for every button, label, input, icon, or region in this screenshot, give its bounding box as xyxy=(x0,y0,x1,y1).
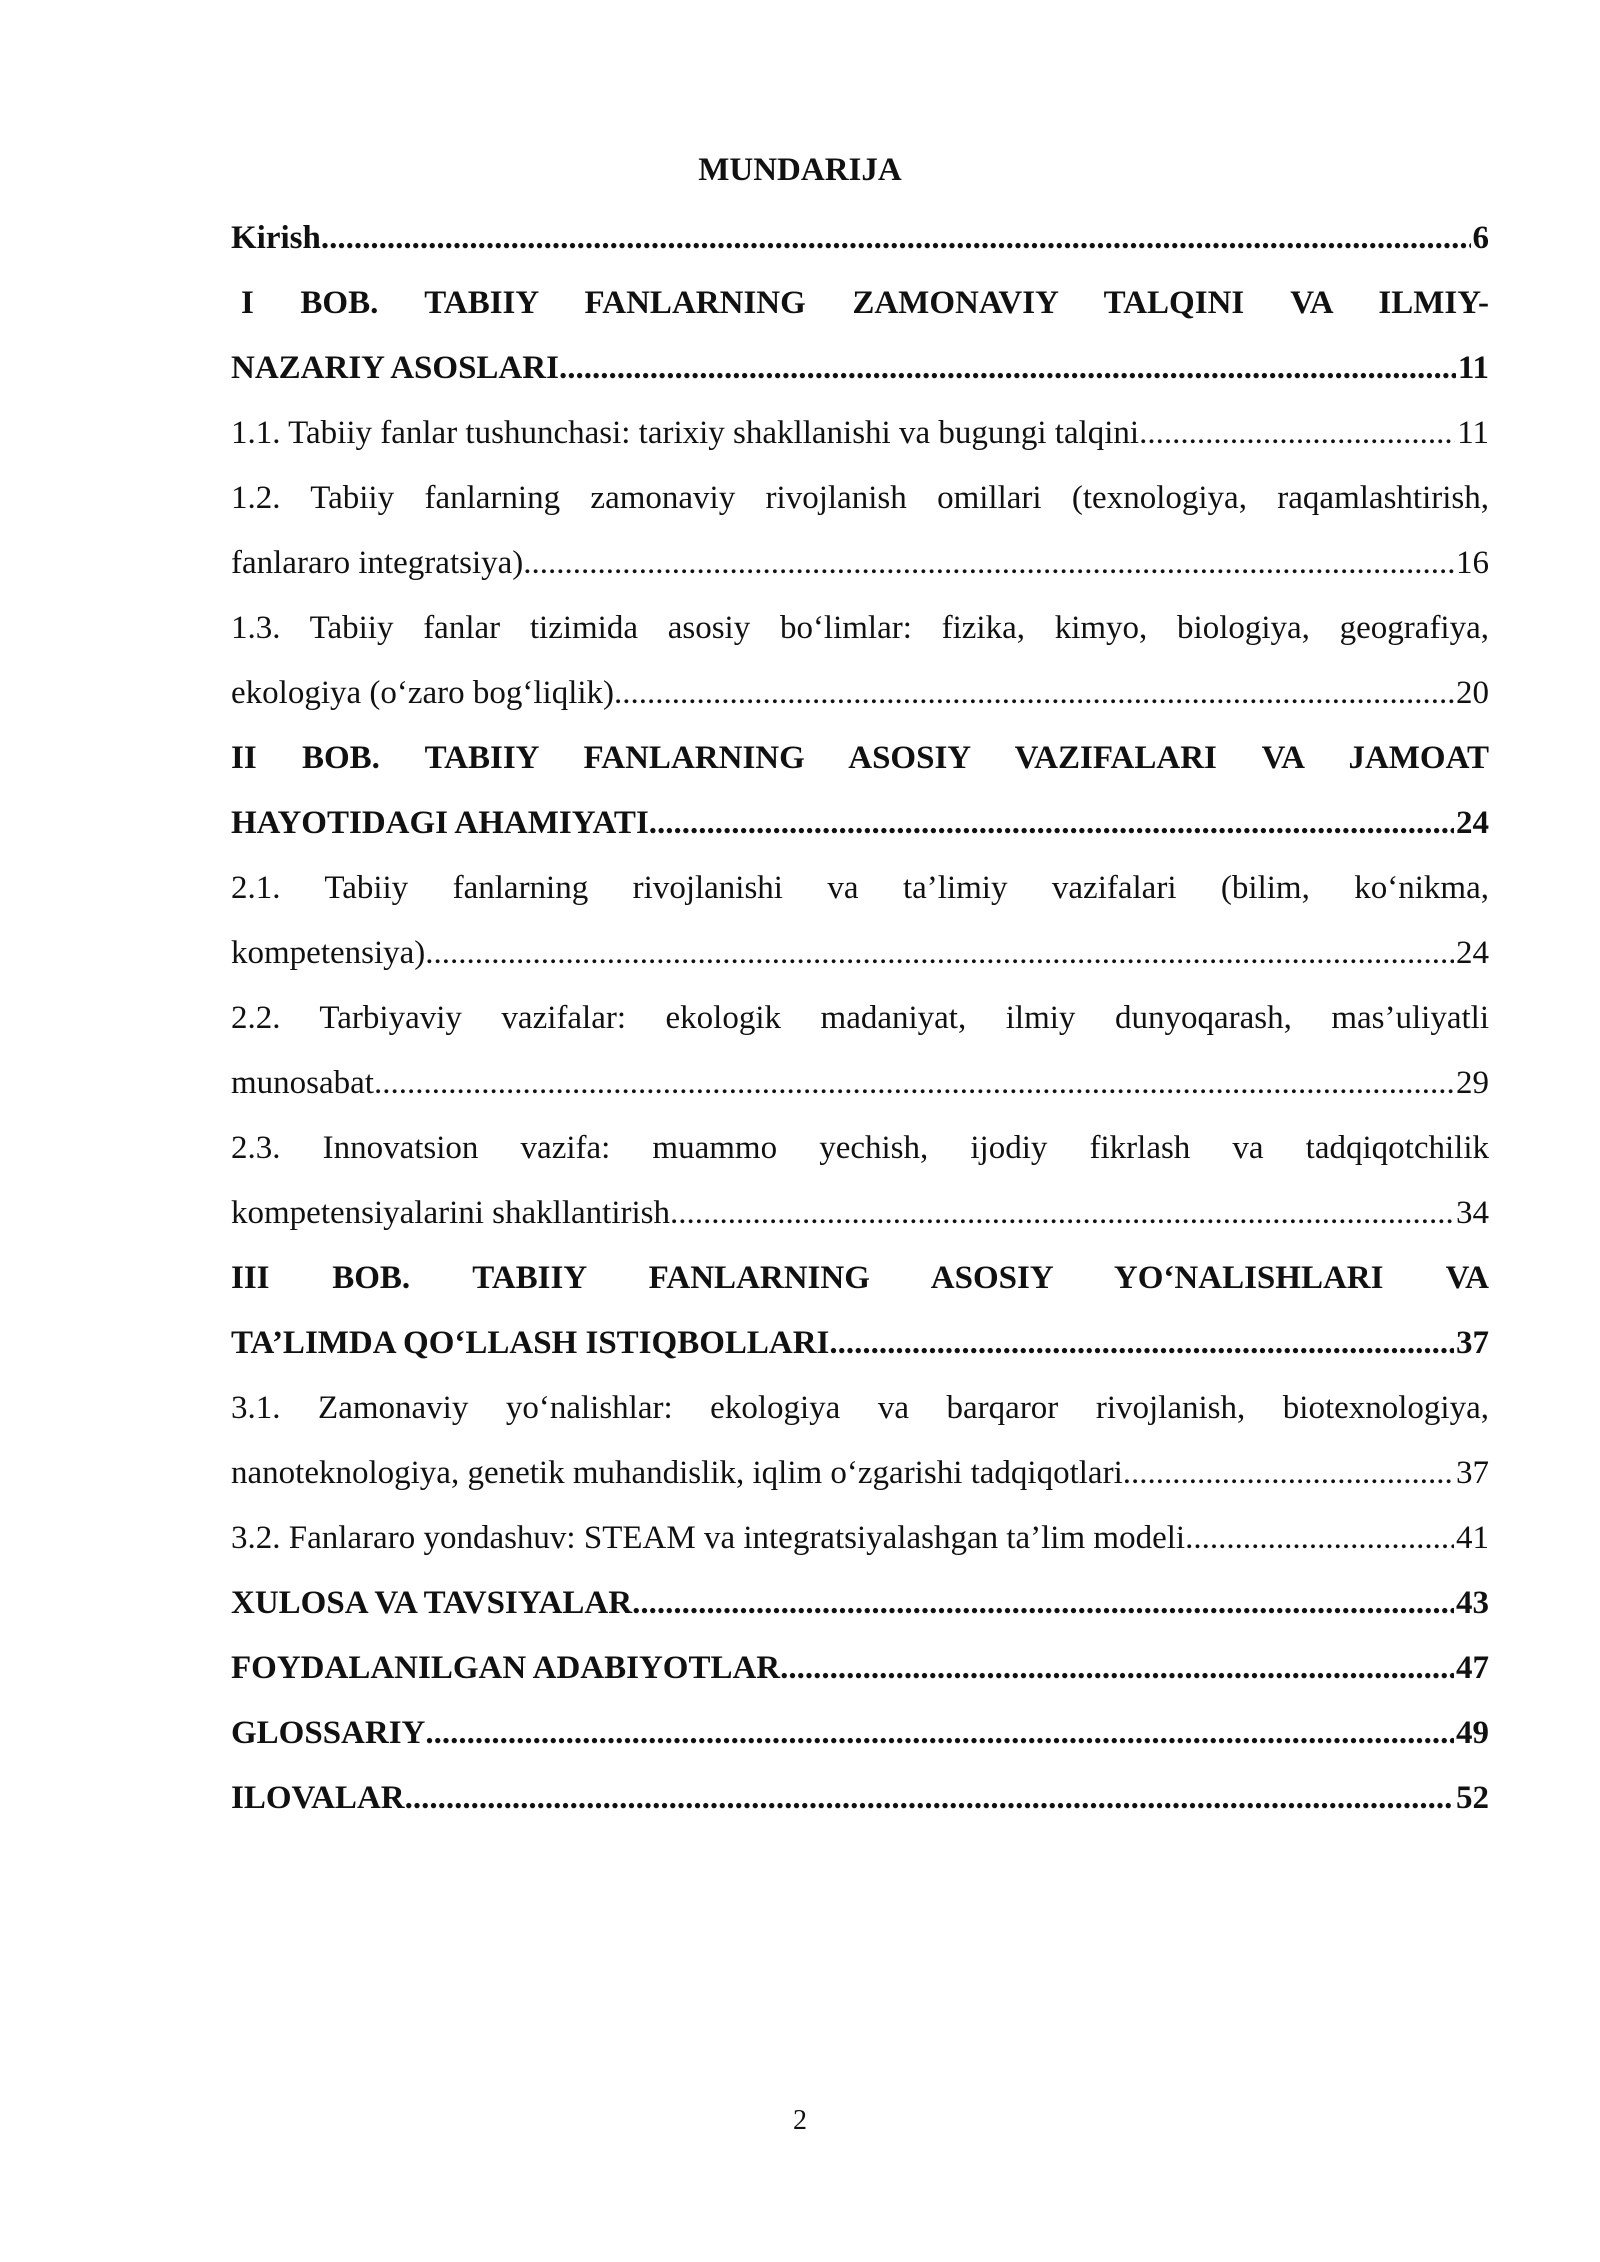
toc-entry-1-3[interactable] xyxy=(231,596,1489,726)
dot-leader xyxy=(670,1181,1454,1246)
toc-page-number: 16 xyxy=(1456,545,1489,581)
toc-entry-line xyxy=(231,401,1489,466)
toc-page-number: 43 xyxy=(1456,1585,1489,1621)
toc-entry-title: ILOVALAR xyxy=(231,1780,405,1816)
toc-page-number: 24 xyxy=(1456,805,1489,841)
toc-entry-adabiyotlar[interactable] xyxy=(231,1636,1489,1701)
toc-entry-line xyxy=(231,1441,1489,1506)
toc-page-number: 6 xyxy=(1472,220,1489,256)
toc-entry-title-line: I BOB. TABIIY FANLARNING ZAMONAVIY TALQINI VA ILMIY- xyxy=(241,285,1489,321)
toc-entry-title: ekologiya (o‘zaro bog‘liqlik) xyxy=(231,675,615,711)
table-of-contents xyxy=(231,206,1489,1831)
toc-entry-title-line: 2.1. Tabiiy fanlarning rivojlanishi va ta’limiy vazifalari (bilim, ko‘nikma, xyxy=(231,870,1489,906)
toc-page-number: 37 xyxy=(1456,1325,1489,1361)
dot-leader xyxy=(649,791,1454,856)
page-title: MUNDARIJA xyxy=(698,152,902,188)
dot-leader xyxy=(425,1701,1454,1766)
toc-entry-line xyxy=(231,791,1489,856)
toc-entry-title: 3.2. Fanlararo yondashuv: STEAM va integratsiyalashgan ta’lim modeli xyxy=(231,1520,1186,1556)
toc-entry-line xyxy=(231,1571,1489,1636)
toc-entry-title: FOYDALANILGAN ADABIYOTLAR xyxy=(231,1650,781,1686)
toc-page-number: 37 xyxy=(1456,1455,1489,1491)
toc-page-number: 11 xyxy=(1457,415,1489,451)
toc-entry-chapter-1[interactable] xyxy=(231,271,1489,401)
toc-page-number: 52 xyxy=(1456,1780,1489,1816)
toc-page-number: 24 xyxy=(1456,935,1489,971)
dot-leader xyxy=(559,336,1456,401)
toc-entry-title-line: 1.3. Tabiiy fanlar tizimida asosiy bo‘limlar: fizika, kimyo, biologiya, geografiya, xyxy=(231,610,1489,646)
dot-leader xyxy=(1139,401,1455,466)
dot-leader xyxy=(425,921,1454,986)
toc-entry-3-1[interactable] xyxy=(231,1376,1489,1506)
toc-entry-line xyxy=(231,661,1489,726)
toc-entry-ilovalar[interactable] xyxy=(231,1766,1489,1831)
toc-entry-title-line: 2.3. Innovatsion vazifa: muammo yechish, ijodiy fikrlash va tadqiqotchilik xyxy=(231,1130,1489,1166)
toc-entry-2-1[interactable] xyxy=(231,856,1489,986)
toc-entry-title: GLOSSARIY xyxy=(231,1715,426,1751)
toc-entry-line xyxy=(231,1701,1489,1766)
dot-leader xyxy=(523,531,1454,596)
toc-entry-title: HAYOTIDAGI AHAMIYATI xyxy=(231,805,649,841)
toc-entry-title: fanlararo integratsiya) xyxy=(231,545,524,581)
toc-entry-2-2[interactable] xyxy=(231,986,1489,1116)
toc-entry-title: TA’LIMDA QO‘LLASH ISTIQBOLLARI xyxy=(231,1325,830,1361)
dot-leader xyxy=(780,1636,1454,1701)
toc-page-number: 41 xyxy=(1456,1520,1489,1556)
toc-entry-line xyxy=(231,1181,1489,1246)
page-number: 2 xyxy=(793,2105,807,2136)
toc-entry-title: NAZARIY ASOSLARI xyxy=(231,350,559,386)
toc-entry-title: nanoteknologiya, genetik muhandislik, iqlim o‘zgarishi tadqiqotlari xyxy=(231,1455,1123,1491)
toc-page-number: 20 xyxy=(1456,675,1489,711)
toc-page-number: 34 xyxy=(1456,1195,1489,1231)
toc-entry-title: munosabat xyxy=(231,1065,374,1101)
toc-entry-title: 1.1. Tabiiy fanlar tushunchasi: tarixiy shakllanishi va bugungi talqini xyxy=(231,415,1140,451)
toc-entry-kirish[interactable] xyxy=(231,206,1489,271)
dot-leader xyxy=(374,1051,1454,1116)
dot-leader xyxy=(405,1766,1454,1831)
toc-entry-title: XULOSA VA TAVSIYALAR xyxy=(231,1585,633,1621)
toc-entry-title: kompetensiyalarini shakllantirish xyxy=(231,1195,670,1231)
toc-entry-1-1[interactable] xyxy=(231,401,1489,466)
dot-leader xyxy=(1185,1506,1454,1571)
toc-entry-xulosa[interactable] xyxy=(231,1571,1489,1636)
toc-entry-title-line: 2.2. Tarbiyaviy vazifalar: ekologik madaniyat, ilmiy dunyoqarash, mas’uliyatli xyxy=(231,1000,1489,1036)
toc-entry-line xyxy=(231,1766,1489,1831)
toc-entry-line xyxy=(231,1506,1489,1571)
toc-entry-line xyxy=(231,206,1489,271)
toc-page-number: 47 xyxy=(1456,1650,1489,1686)
dot-leader xyxy=(321,206,1471,271)
toc-entry-title-line: III BOB. TABIIY FANLARNING ASOSIY YO‘NALISHLARI VA xyxy=(231,1260,1489,1296)
toc-entry-3-2[interactable] xyxy=(231,1506,1489,1571)
toc-entry-chapter-2[interactable] xyxy=(231,726,1489,856)
toc-entry-line xyxy=(231,336,1489,401)
toc-entry-title-line: 3.1. Zamonaviy yo‘nalishlar: ekologiya va barqaror rivojlanish, biotexnologiya, xyxy=(231,1390,1489,1426)
toc-page-number: 29 xyxy=(1456,1065,1489,1101)
toc-entry-line xyxy=(231,531,1489,596)
toc-entry-2-3[interactable] xyxy=(231,1116,1489,1246)
toc-entry-1-2[interactable] xyxy=(231,466,1489,596)
dot-leader xyxy=(614,661,1454,726)
dot-leader xyxy=(829,1311,1454,1376)
dot-leader xyxy=(1123,1441,1454,1506)
toc-entry-line xyxy=(231,921,1489,986)
dot-leader xyxy=(632,1571,1454,1636)
toc-entry-glossariy[interactable] xyxy=(231,1701,1489,1766)
toc-entry-title-line: II BOB. TABIIY FANLARNING ASOSIY VAZIFALARI VA JAMOAT xyxy=(231,740,1489,776)
toc-entry-title-line: 1.2. Tabiiy fanlarning zamonaviy rivojlanish omillari (texnologiya, raqamlashtirish, xyxy=(231,480,1489,516)
toc-entry-title: Kirish xyxy=(231,220,321,256)
toc-entry-line xyxy=(231,1051,1489,1116)
toc-entry-line xyxy=(231,1311,1489,1376)
toc-entry-line xyxy=(231,1636,1489,1701)
toc-entry-chapter-3[interactable] xyxy=(231,1246,1489,1376)
toc-page-number: 49 xyxy=(1456,1715,1489,1751)
toc-page-number: 11 xyxy=(1457,350,1489,386)
toc-entry-title: kompetensiya) xyxy=(231,935,426,971)
